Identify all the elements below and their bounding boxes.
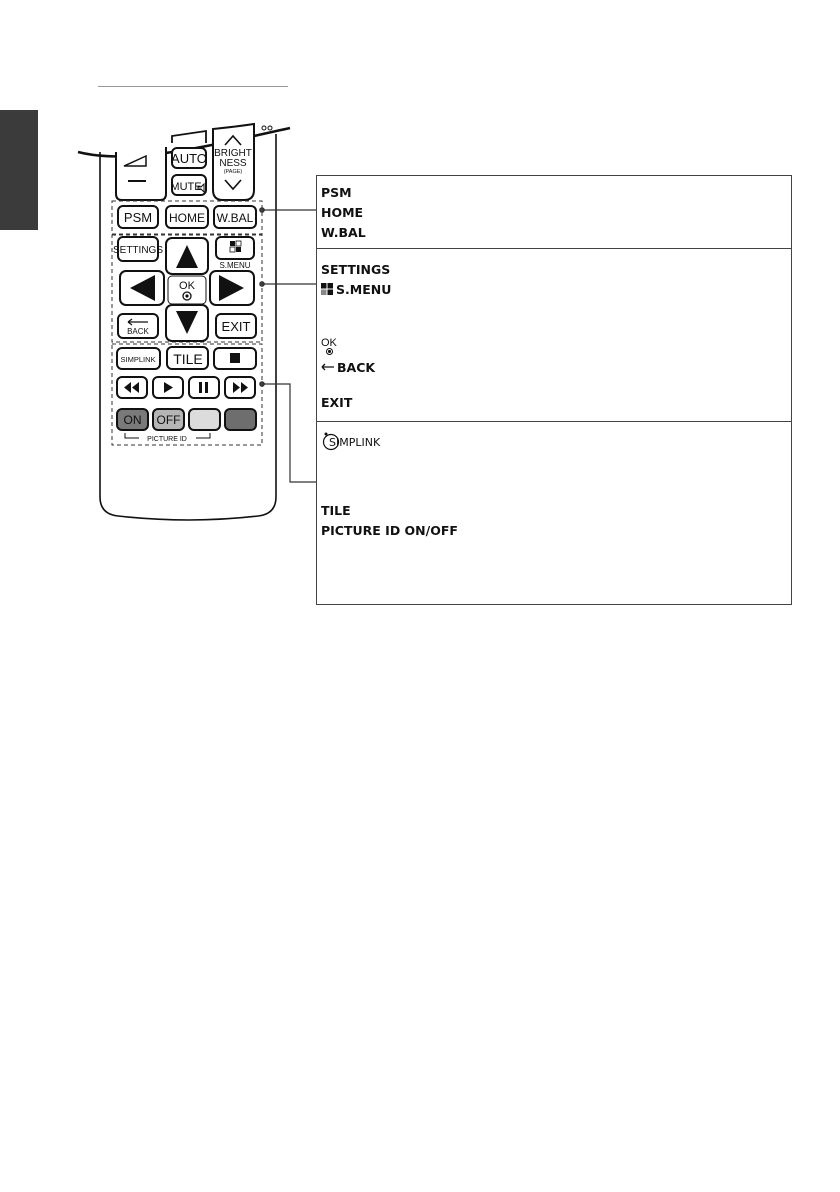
back-arrow-icon <box>321 363 335 371</box>
auto-button[interactable] <box>171 148 207 168</box>
simplink-button[interactable] <box>117 348 160 369</box>
tile-button[interactable] <box>167 347 208 369</box>
pause-icon <box>199 382 202 393</box>
legend-picture-id: PICTURE ID ON/OFF <box>321 523 458 538</box>
smenu-button[interactable] <box>216 237 254 270</box>
legend-settings: SETTINGS <box>321 262 391 277</box>
stop-button[interactable] <box>214 348 256 369</box>
legend-smenu-label: S.MENU <box>336 282 392 297</box>
legend-ok: OK <box>321 337 337 349</box>
legend-back <box>321 360 375 375</box>
settings-button[interactable] <box>113 237 163 261</box>
on-label: ON <box>123 413 142 427</box>
brightness-page-label: (PAGE) <box>223 169 243 175</box>
indicator-dot <box>262 126 266 130</box>
legend-exit: EXIT <box>321 395 353 410</box>
down-button[interactable] <box>166 305 208 341</box>
legend-tile: TILE <box>321 503 351 518</box>
settings-label: SETTINGS <box>112 245 164 256</box>
legend-psm: PSM <box>321 185 352 200</box>
off-label: OFF <box>156 413 181 427</box>
picture-id-label: PICTURE ID <box>147 436 187 443</box>
psm-label: PSM <box>123 210 153 225</box>
ok-button[interactable] <box>168 276 206 304</box>
right-button[interactable] <box>210 271 254 305</box>
picture-id-on-button[interactable] <box>117 409 148 430</box>
pause-button[interactable] <box>189 377 219 398</box>
picture-id-off-button[interactable] <box>153 409 184 430</box>
auto-label: AUTO <box>171 151 207 166</box>
stop-icon <box>230 353 240 363</box>
tile-label: TILE <box>173 351 203 367</box>
legend-home: HOME <box>321 205 364 220</box>
simplink-logo <box>321 431 409 451</box>
play-button[interactable] <box>153 377 183 398</box>
blue-button[interactable] <box>225 409 256 430</box>
simplink-label: SIMPLINK <box>120 355 156 364</box>
rewind-button[interactable] <box>117 377 147 398</box>
fast-forward-button[interactable] <box>225 377 255 398</box>
yellow-button[interactable] <box>189 409 220 430</box>
legend-section-picture <box>317 176 791 249</box>
back-button[interactable] <box>118 314 158 338</box>
brightness-label-line2: NESS <box>219 158 247 169</box>
volume-button[interactable] <box>116 147 166 200</box>
mute-button[interactable] <box>170 175 206 195</box>
smenu-icon <box>321 283 333 295</box>
button-legend-table <box>316 175 792 605</box>
wbal-button[interactable] <box>214 206 256 228</box>
ok-label: OK <box>179 280 195 292</box>
legend-wbal: W.BAL <box>321 225 366 240</box>
psm-button[interactable] <box>118 206 158 228</box>
legend-back-label: BACK <box>337 360 376 375</box>
legend-simplink: SIMPLINK <box>329 436 381 449</box>
legend-smenu <box>321 282 391 297</box>
ok-icon <box>326 348 333 355</box>
home-button[interactable] <box>166 206 208 228</box>
wbal-label: W.BAL <box>216 211 254 225</box>
back-label: BACK <box>127 327 149 336</box>
up-button[interactable] <box>166 238 208 274</box>
brightness-page-button[interactable] <box>213 124 254 200</box>
brightness-label-line1: BRIGHT <box>214 148 252 159</box>
legend-section-navigation <box>317 249 791 422</box>
mute-label: MUTE <box>170 181 202 193</box>
legend-section-playback <box>317 422 791 604</box>
exit-button[interactable] <box>216 314 256 338</box>
left-button[interactable] <box>120 271 164 305</box>
smenu-label: S.MENU <box>219 261 251 270</box>
home-label: HOME <box>169 211 205 225</box>
indicator-dot <box>268 126 272 130</box>
exit-label: EXIT <box>221 319 251 334</box>
